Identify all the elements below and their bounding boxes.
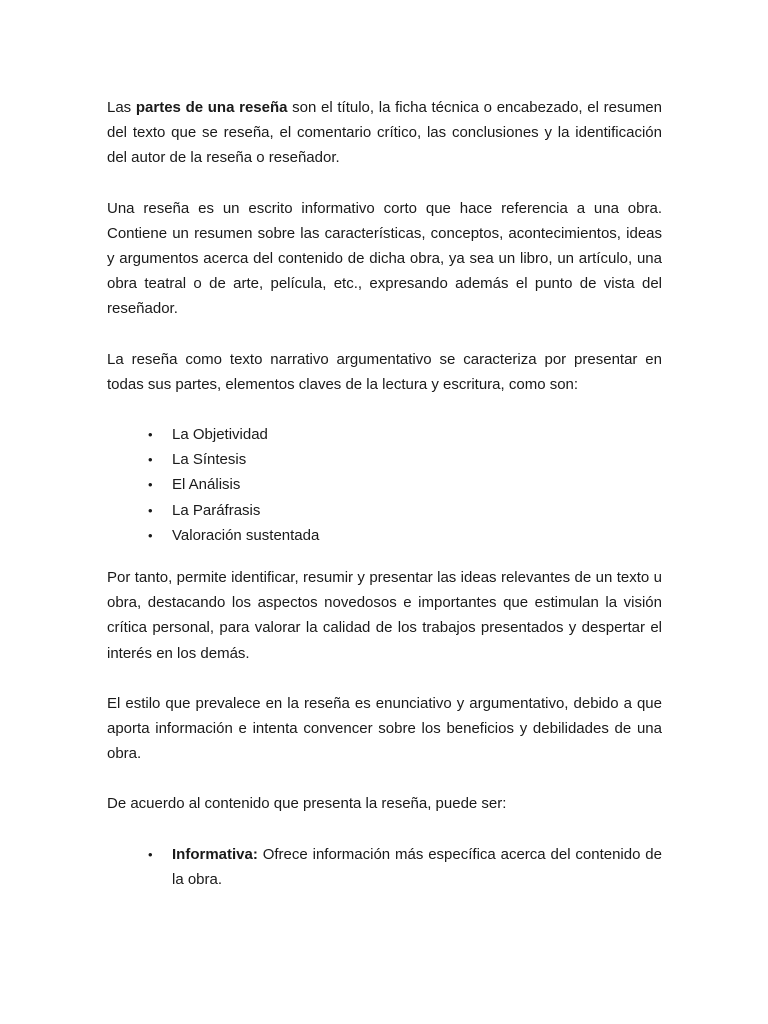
purpose-paragraph: Por tanto, permite identificar, resumir y presentar las ideas relevantes de un texto u obra, destacando los aspectos novedosos e importantes que estimulan la visión crítica personal, para valorar la calidad de los trabajos presentados y despertar el interés en los demás. [107, 569, 662, 662]
types-intro-paragraph: De acuerdo al contenido que presenta la reseña, puede ser: [107, 795, 507, 813]
types-list [107, 842, 662, 892]
list-item: • La Síntesis [172, 447, 662, 472]
type-description: Ofrece información más específica acerca del contenido de la obra. [172, 845, 662, 888]
intro-paragraph [107, 95, 662, 171]
list-item: • La Paráfrasis [172, 498, 662, 523]
definition-paragraph: Una reseña es un escrito informativo corto que hace referencia a una obra. Contiene un resumen sobre las características, conceptos, acontecimientos, ideas y argumentos acerca del contenido de dicha obra, ya sea un libro, un artículo, una obra teatral o de arte, película, etc., expresando además el punto de vista del reseñador. [107, 199, 662, 318]
list-item: • El Análisis [172, 472, 662, 497]
list-item: • La Objetividad [172, 422, 662, 447]
style-paragraph: El estilo que prevalece en la reseña es enunciativo y argumentativo, debido a que aporta información e intenta convencer sobre los beneficios y debilidades de una obra. [107, 694, 662, 763]
intro-bold-term: partes de una reseña [135, 99, 288, 116]
type-term: Informativa: [172, 845, 258, 863]
intro-lead: Las [107, 99, 136, 116]
list-item: • Valoración sustentada [172, 523, 662, 548]
characteristics-paragraph: La reseña como texto narrativo argumentativo se caracteriza por presentar en todas sus partes, elementos claves de la lectura y escritura, como son: [107, 350, 662, 393]
list-item [172, 842, 662, 892]
elements-list [107, 422, 662, 548]
intro-rest: son el título, la ficha técnica o encabezado, el resumen del texto que se reseña, el comentario crítico, las conclusiones y la identificación del autor de la reseña o reseñador. [107, 99, 662, 167]
